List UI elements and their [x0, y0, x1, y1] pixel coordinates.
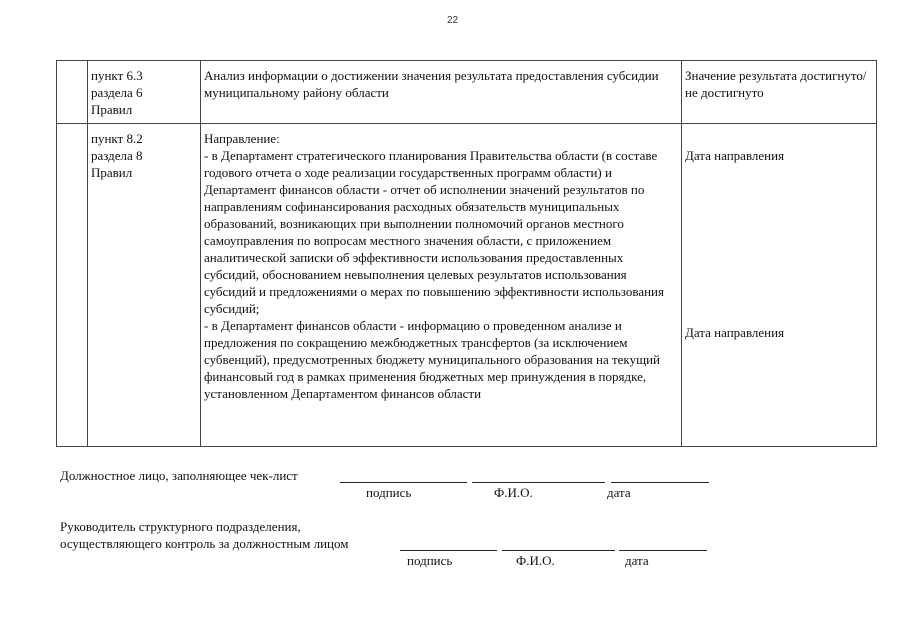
table-row — [57, 61, 877, 124]
rule-reference-line: раздела 6 — [91, 85, 143, 100]
result-text: Дата направления — [685, 325, 785, 340]
row-number-cell — [57, 61, 88, 124]
official-signature-line[interactable] — [340, 482, 467, 483]
supervisor-date-caption: дата — [625, 553, 649, 568]
action-heading: Направление: — [204, 131, 280, 146]
action-item: - в Департамент стратегического планирования Правительства области (в составе годового отчета о ходе реализации государственных программ области) и Департамент финансов области - отчет об исполнении значений результатов по направлениям софинансирования расходных обязательств муниципальных образований, возникающих при выполнении полномочий органов местного самоуправления по вопросам местного значения области, с приложением аналитической записки об эффективности использования предоставленных субсидий, обоснованием невыполнения целевых результатов использования субсидий и предложениями о мерах по повышению эффективности использования субсидий; — [204, 148, 664, 316]
rule-reference-cell — [88, 124, 201, 447]
row-number-cell — [57, 124, 88, 447]
supervisor-date-line[interactable] — [619, 550, 707, 551]
supervisor-name-line[interactable] — [502, 550, 615, 551]
official-name-line[interactable] — [472, 482, 605, 483]
result-text: Дата направления — [685, 148, 785, 163]
result-cell — [682, 124, 877, 447]
action-item: - в Департамент финансов области - информацию о проведенном анализе и предложения по сокращению межбюджетных трансфертов (за исключением субвенций), предусмотренных бюджету муниципального образования на текущий финансовый год в рамках применения бюджетных мер принуждения в порядке, установленном Департаментом финансов области — [204, 318, 660, 401]
rule-reference-line: пункт 6.3 — [91, 68, 143, 83]
rule-reference-line: Правил — [91, 102, 133, 117]
rule-reference-line: раздела 8 — [91, 148, 143, 163]
rule-reference-line: Правил — [91, 165, 133, 180]
official-label: Должностное лицо, заполняющее чек-лист — [60, 468, 298, 483]
supervisor-label-line1: Руководитель структурного подразделения, — [60, 519, 301, 534]
action-description: Анализ информации о достижении значения результата предоставления субсидии муниципальному району области — [204, 68, 659, 100]
supervisor-signature-caption: подпись — [407, 553, 453, 568]
result-text: Значение результата достигнуто/не достигнуто — [685, 68, 867, 100]
official-date-caption: дата — [607, 485, 631, 500]
checklist-table — [56, 60, 877, 447]
supervisor-name-caption: Ф.И.О. — [516, 553, 555, 568]
official-date-line[interactable] — [611, 482, 709, 483]
official-name-caption: Ф.И.О. — [494, 485, 533, 500]
rule-reference-line: пункт 8.2 — [91, 131, 143, 146]
supervisor-label-line2: осуществляющего контроль за должностным лицом — [60, 536, 349, 551]
table-row — [57, 124, 877, 447]
official-signature-caption: подпись — [366, 485, 412, 500]
rule-reference-cell — [88, 61, 201, 124]
result-cell — [682, 61, 877, 124]
supervisor-signature-line[interactable] — [400, 550, 497, 551]
action-description-cell — [201, 61, 682, 124]
page-number: 22 — [446, 15, 459, 26]
action-description-cell — [201, 124, 682, 447]
